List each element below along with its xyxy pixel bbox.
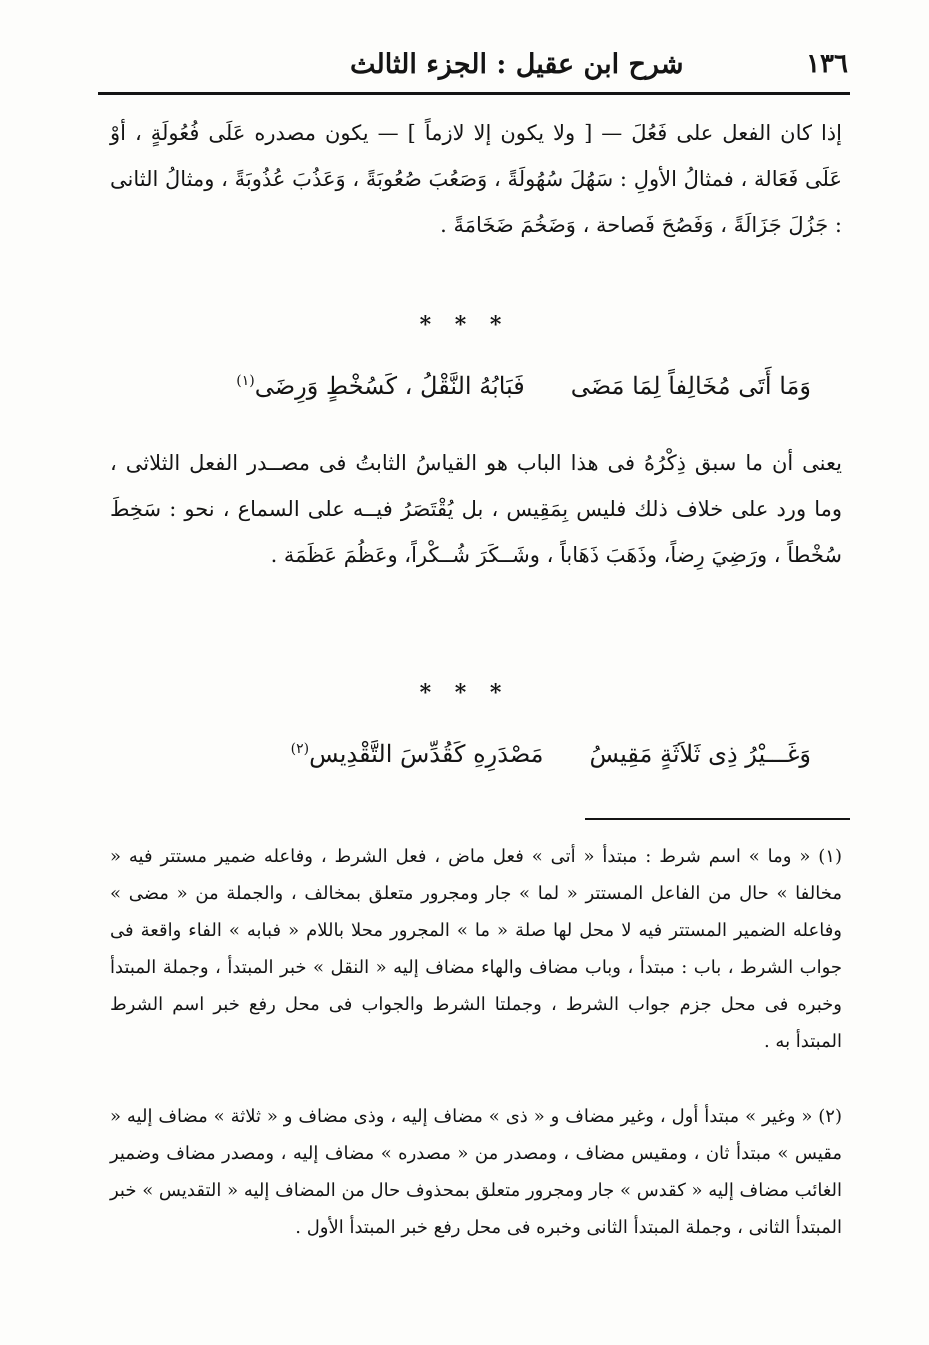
footnote-ref-1: (١) bbox=[236, 373, 255, 389]
running-title: شرح ابن عقيل : الجزء الثالث bbox=[350, 48, 684, 80]
paragraph-1: إذا كان الفعل على فَعُلَ — [ ولا يكون إلا لازماً ] — يكون مصدره عَلَى فُعُولَةٍ ، أوْ عَلَى فَعَالة ، فمثالُ الأولِ : سَهُلَ سُهُولَةً ، وَصَعُبَ صُعُوبَةً ، وَعَذُبَ عُذُوبَةً ، ومثالُ الثانى : جَزُلَ جَزَالَةً ، وَفَصُحَ فَصاحة ، وَضَخُمَ ضَخَامَةً . bbox=[110, 121, 842, 237]
section-separator-2: * * * bbox=[419, 680, 510, 706]
verse-1-hemistich-a: وَمَا أَتَى مُخَالِفاً لِمَا مَضَى bbox=[570, 372, 811, 400]
header-rule bbox=[98, 92, 850, 95]
page-number: ١٣٦ bbox=[806, 49, 848, 79]
footnote-2: (٢) « وغير » مبتدأ أول ، وغير مضاف و « ذى » مضاف إليه ، وذى مضاف و « ثلاثة » مضاف إليه « مقيس » مبتدأ ثان ، ومقيس مضاف ، ومصدر من « مصدره » مضاف إليه ، ومصدر مضاف وضمير الغائب مضاف إليه « كقدس » جار ومجرور متعلق بمحذوف حال من المضاف إليه « التقديس » خبر المبتدأ الثانى ، وجملة المبتدأ الثانى وخبره فى محل رفع خبر المبتدأ الأول . bbox=[109, 1106, 842, 1238]
verse-1-hemistich-b: فَبَابُهُ النَّقْلُ ، كَسُخْطٍ وَرِضَى bbox=[254, 372, 525, 400]
section-separator-1: * * * bbox=[419, 312, 510, 338]
page-header bbox=[100, 38, 848, 90]
verse-2-hemistich-b: مَصْدَرِهِ كَقُدِّسَ التَّقْدِيس bbox=[309, 740, 544, 768]
paragraph-2: يعنى أن ما سبق ذِكْرُهُ فى هذا الباب هو القياسُ الثابتُ فى مصــدر الفعل الثلاثى ، وما ورد على خلاف ذلك فليس بِمَقِيس ، بل يُقْتَصَرُ فيــه على السماع ، نحو : سَخِطَ سُخْطاً ، ورَضِيَ رِضاً، وذَهَبَ ذَهَاباً ، وشَــكَرَ شُــكْراً، وعَظُمَ عَظَمَة . bbox=[110, 451, 842, 567]
footnote-rule bbox=[585, 818, 850, 820]
verse-2 bbox=[291, 740, 811, 768]
verse-2-hemistich-a: وَغَـــيْرُ ذِى ثَلاَثَةٍ مَقِيسُ bbox=[589, 740, 811, 768]
footnote-ref-2: (٢) bbox=[290, 741, 310, 757]
footnote-1: (١) « وما » اسم شرط : مبتدأ « أتى » فعل ماض ، فعل الشرط ، وفاعله ضمير مستتر فيه « مخالفا » حال من الفاعل المستتر « لما » جار ومجرور متعلق بمخالف ، والجملة من « مضى » وفاعله الضمير المستتر فيه لا محل لها صلة « ما » المجرور محلا باللام « فبابه » الفاء واقعة فى جواب الشرط ، باب : مبتدأ ، وباب مضاف والهاء مضاف إليه « النقل » خبر المبتدأ ، وجملة المبتدأ وخبره فى محل جزم جواب الشرط ، وجملتا الشرط والجواب فى محل رفع خبر اسم الشرط المبتدأ به . bbox=[110, 846, 842, 1052]
verse-1 bbox=[236, 372, 811, 400]
